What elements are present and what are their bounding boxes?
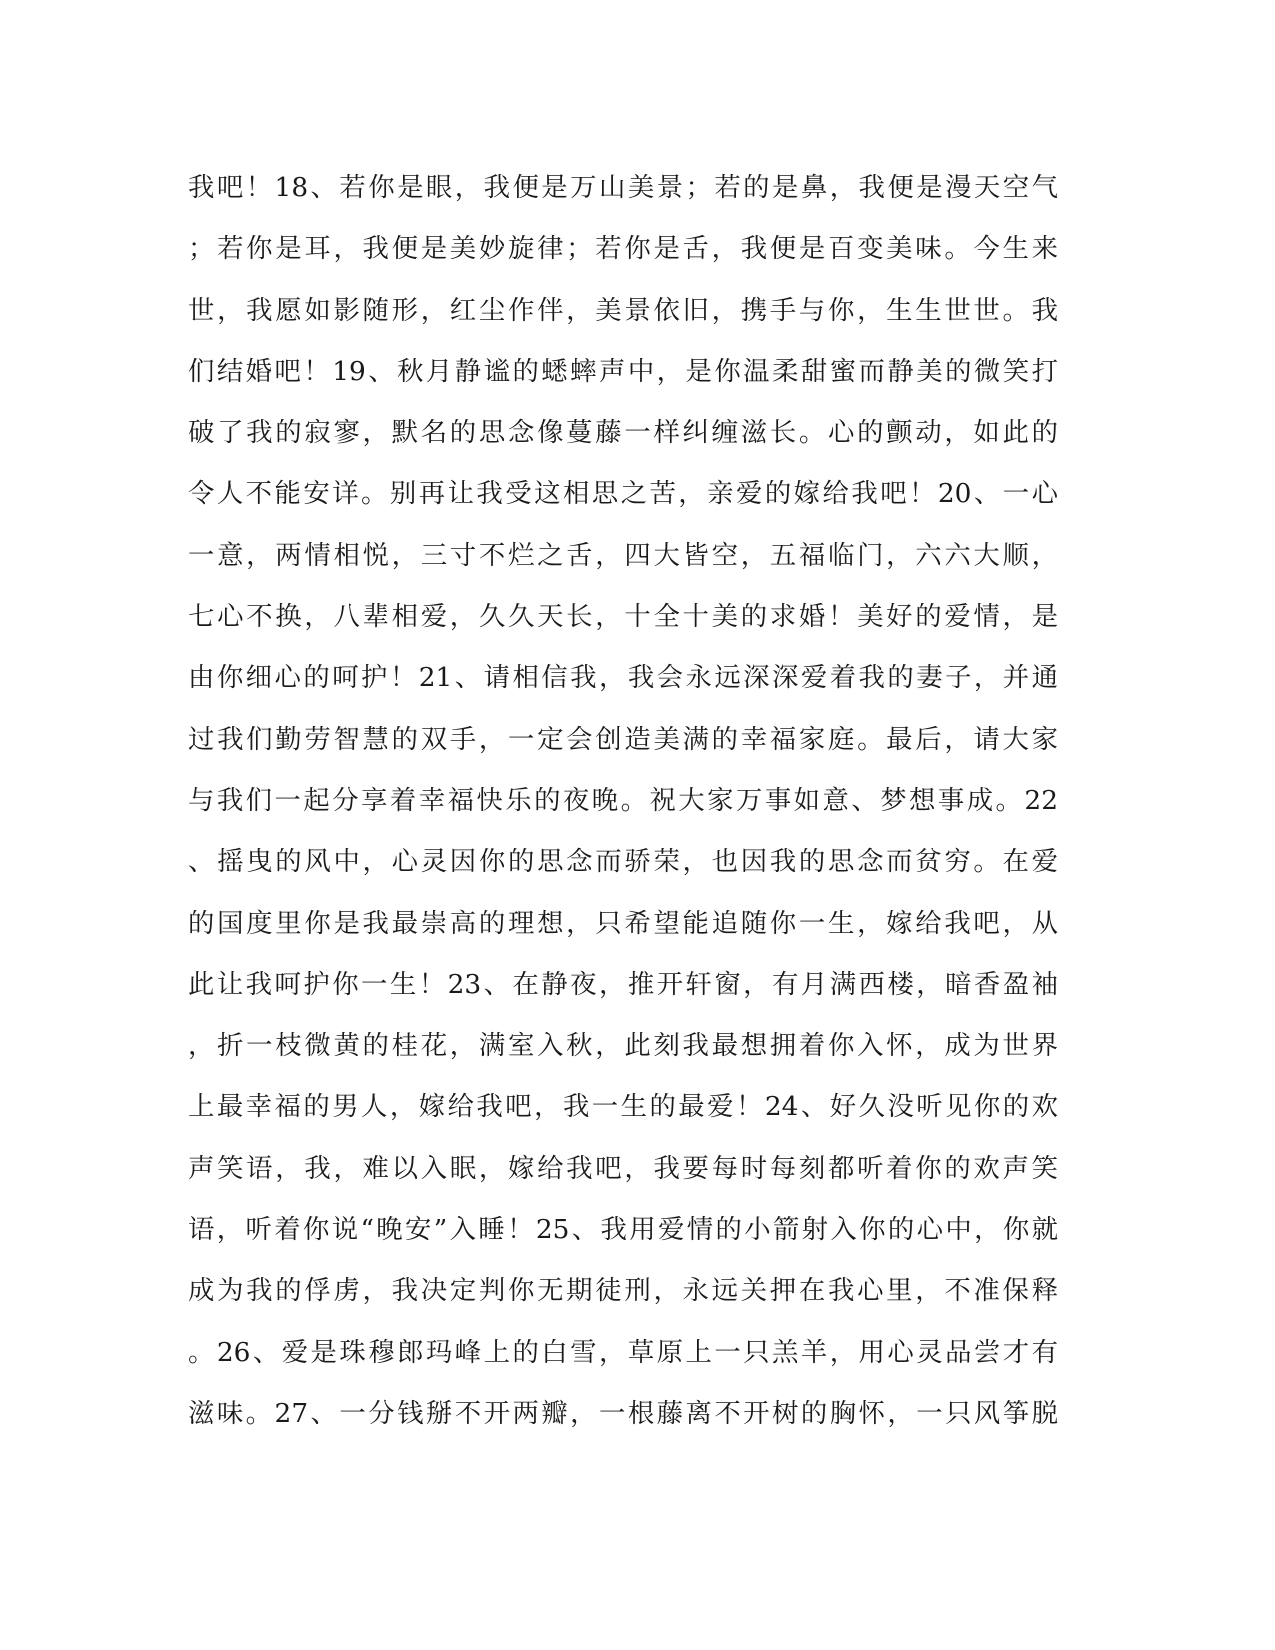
text-line: 的国度里你是我最崇高的理想，只希望能追随你一生，嫁给我吧，从	[188, 907, 1058, 939]
text-line: 此让我呵护你一生！23、在静夜，推开轩窗，有月满西楼，暗香盈袖	[188, 968, 1058, 1000]
text-line: 们结婚吧！19、秋月静谧的蟋蟀声中，是你温柔甜蜜而静美的微笑打	[188, 355, 1058, 387]
text-line: ；若你是耳，我便是美妙旋律；若你是舌，我便是百变美味。今生来	[188, 233, 1058, 265]
text-line: 破了我的寂寥，默名的思念像蔓藤一样纠缠滋长。心的颤动，如此的	[188, 417, 1058, 449]
text-line: ，折一枝微黄的桂花，满室入秋，此刻我最想拥着你入怀，成为世界	[188, 1030, 1058, 1062]
body-text	[188, 166, 1058, 1453]
text-line: 令人不能安详。别再让我受这相思之苦，亲爱的嫁给我吧！20、一心	[188, 478, 1058, 510]
text-line: 。26、爱是珠穆郎玛峰上的白雪，草原上一只羔羊，用心灵品尝才有	[188, 1336, 1058, 1368]
text-line: 过我们勤劳智慧的双手，一定会创造美满的幸福家庭。最后，请大家	[188, 723, 1058, 755]
text-line: 七心不换，八辈相爱，久久天长，十全十美的求婚！美好的爱情，是	[188, 601, 1058, 633]
text-line: 上最幸福的男人，嫁给我吧，我一生的最爱！24、好久没听见你的欢	[188, 1091, 1058, 1123]
text-line: 一意，两情相悦，三寸不烂之舌，四大皆空，五福临门，六六大顺，	[188, 539, 1058, 571]
text-line: 声笑语，我，难以入眠，嫁给我吧，我要每时每刻都听着你的欢声笑	[188, 1152, 1058, 1184]
text-line: 滋味。27、一分钱掰不开两瓣，一根藤离不开树的胸怀，一只风筝脱	[188, 1397, 1058, 1429]
text-line: 由你细心的呵护！21、请相信我，我会永远深深爱着我的妻子，并通	[188, 662, 1058, 694]
text-line: 、摇曳的风中，心灵因你的思念而骄荣，也因我的思念而贫穷。在爱	[188, 846, 1058, 878]
text-line: 我吧！18、若你是眼，我便是万山美景；若的是鼻，我便是漫天空气	[188, 172, 1058, 203]
text-line: 语，听着你说“晚安”入睡！25、我用爱情的小箭射入你的心中，你就	[188, 1214, 1058, 1246]
text-line: 与我们一起分享着幸福快乐的夜晚。祝大家万事如意、梦想事成。22	[188, 784, 1058, 816]
text-line: 世，我愿如影随形，红尘作伴，美景依旧，携手与你，生生世世。我	[188, 294, 1058, 326]
text-line: 成为我的俘虏，我决定判你无期徒刑，永远关押在我心里，不准保释	[188, 1275, 1058, 1307]
